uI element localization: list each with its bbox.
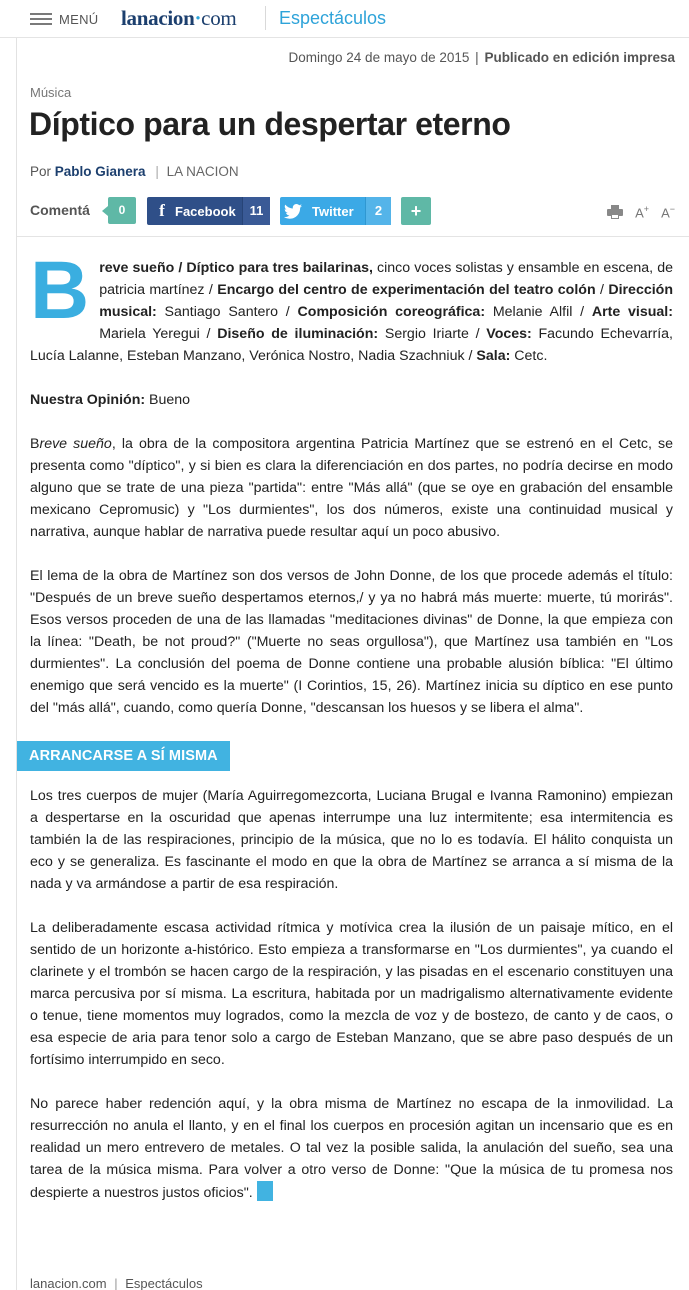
article-title: Díptico para un despertar eterno [29,106,511,142]
credit-value: / [595,282,609,298]
article-kicker[interactable]: Música [30,85,72,100]
facebook-label: Facebook [175,203,236,219]
credit-label: Diseño de iluminación: [217,326,379,342]
paragraph-1 [30,433,673,543]
twitter-share-button[interactable] [280,197,391,225]
logo-com: com [201,6,237,30]
paragraph-2: El lema de la obra de Martínez son dos versos de John Donne, de los que procede además el título: "Después de un breve sueño despertamos eternos,/ y ya no habrá más muerte: muerte, tú morirás". Esos versos proceden de una de las llamadas "meditaciones divinas" de Donne, la que empieza con la línea: "Death, be not proud?" ("Muerte no seas orgullosa"), que Martínez usa también en "Los durmientes". La conclusión del poema de Donne contiene una probable alusión bíblica: "El último enemigo que será vencido es la muerte" (I Corintios, 15, 26). Martínez inicia su díptico en ese punto del "más allá", cuando, como quería Donne, "descansan los huesos y se libera el alma". [30,568,673,716]
credits-paragraph [30,245,673,367]
hamburger-icon [30,12,52,26]
paragraph-3: Los tres cuerpos de mujer (María Aguirregomezcorta, Luciana Brugal e Ivanna Ramonino) empiezan a despertarse en la oscuridad que apenas interrumpe una luz intermitente; esa intermitencia es también la de las respiraciones, principio de la música, que no lo es todavía. El hálito conquista un eco y se generaliza. Es fascinante el modo en que la obra de Martínez se arranca a sí misma de la nada y va armándose a partir de esa respiración. [30,788,673,892]
logo-dot: · [194,6,202,30]
credit-value: Melanie Alfil / [485,304,592,320]
section-link[interactable]: Espectáculos [279,8,387,28]
byline [30,164,239,179]
p1-italic: reve sueño [39,436,112,452]
dateline [289,50,675,65]
credit-value: cinco voces solistas y ensamble en escena, de patricia martínez / [99,260,673,298]
facebook-count: 11 [242,197,270,225]
menu-button[interactable] [30,9,98,29]
comment-label[interactable]: Comentá [30,202,90,218]
credit-value: Cetc. [510,348,548,364]
footer-separator: | [114,1276,118,1290]
header-divider [265,6,266,30]
credit-value: Facundo Echevarría, Lucía Lalanne, Esteban Manzano, Verónica Nostro, Nadia Szachniuk / [30,326,673,364]
end-mark [257,1181,273,1201]
paragraph-5 [30,1093,673,1204]
social-bar [30,197,675,225]
facebook-icon: f [159,201,165,220]
facebook-share-button[interactable] [147,197,270,225]
font-up-sign: + [643,204,650,214]
print-icon[interactable] [607,205,623,219]
credit-value: Sergio Iriarte / [378,326,487,342]
credit-label: Encargo del centro de experimentación del teatro colón [217,282,596,298]
dateline-separator: | [475,50,479,65]
opinion-value: Bueno [145,392,191,408]
article-body [29,245,673,1226]
credit-label: reve sueño / Díptico para tres bailarinas, [99,260,373,276]
header-rule [17,236,689,237]
opinion-paragraph [30,389,673,411]
section-subheading: ARRANCARSE A SÍ MISMA [17,741,230,771]
credit-value: Mariela Yeregui / [99,326,218,342]
opinion-label: Nuestra Opinión: [30,392,146,408]
font-down-letter: A [661,205,670,221]
footer-section-link[interactable]: Espectáculos [125,1276,203,1290]
font-decrease-button[interactable] [661,204,675,220]
credit-label: Dirección musical: [99,282,673,320]
footer-site-link[interactable]: lanacion.com [30,1276,107,1290]
footer [30,1276,203,1290]
twitter-icon [280,204,306,219]
credits-text [30,245,673,364]
author-link[interactable]: Pablo Gianera [54,164,146,179]
font-up-letter: A [635,205,644,221]
site-logo[interactable] [121,6,236,31]
p1-rest: , la obra de la compositora argentina Patricia Martínez que se estrenó en el Cetc, se presenta como "díptico", y si bien es clara la diferenciación en dos partes, no podría decirse en modo alguno que se trate de una pieza "partida": entre "Más allá" (que se oye en grabación del ensamble mexicano Cepromusic) y "Los durmientes", los dos números, existe una continuidad musical y narrativa, aunque hablar de narrativa puede resultar aquí un poco abusivo. [30,436,673,540]
credit-label: Arte visual: [591,304,673,320]
credit-value: Santiago Santero / [156,304,298,320]
menu-label: MENÚ [59,11,99,27]
paragraph-4: La deliberadamente escasa actividad rítmica y motívica crea la ilusión de un paisaje mítico, en el sentido de un horizonte a-histórico. Esto empieza a transformarse en "Los durmientes", ya cuando el clarinete y el trombón se hacen cargo de la respiración, y las pisadas en el escenario constituyen una marca percusiva por sí misma. La escritura, habitada por un madrigalismo alternativamente evidente o tenue, tiene momentos muy logrados, como la mezcla de voz y de bostezo, de canto y de caos, o esa especie de aria para tenor solo a cargo de Esteban Manzano, que se abre paso después de un fortísimo interrumpido en seco. [30,920,673,1068]
top-bar [0,0,689,38]
twitter-label: Twitter [312,203,354,219]
more-share-button[interactable]: + [401,197,431,225]
byline-separator: | [155,164,159,179]
credit-label: Sala: [476,348,511,364]
p1-lead: B [30,436,40,452]
article-tools [607,204,675,220]
p5-text: No parece haber redención aquí, y la obra misma de Martínez no escapa de la inmovilidad. La resurrección no anula el llanto, y en el final los cuerpos en procesión agitan un incensario que es en realidad un mero entrevero de metales. O tal vez la posible salida, la anulación del sueño, sea una tarea de la música misma. Para volver a otro verso de Donne: "Que la música de tu promesa nos despierte a nuestros justos oficios". [30,1096,673,1201]
drop-cap: B [30,245,90,336]
logo-main: lanacion [121,6,195,30]
font-increase-button[interactable] [635,204,649,220]
credit-label: Voces: [486,326,532,342]
twitter-count: 2 [365,197,391,225]
byline-source: LA NACION [166,164,239,179]
edition-label: Publicado en edición impresa [484,50,675,65]
font-down-sign: − [669,204,675,214]
publish-date: Domingo 24 de mayo de 2015 [288,50,470,65]
byline-prefix: Por [30,164,52,179]
comment-count-badge[interactable]: 0 [108,197,136,224]
credit-label: Composición coreográfica: [297,304,486,320]
